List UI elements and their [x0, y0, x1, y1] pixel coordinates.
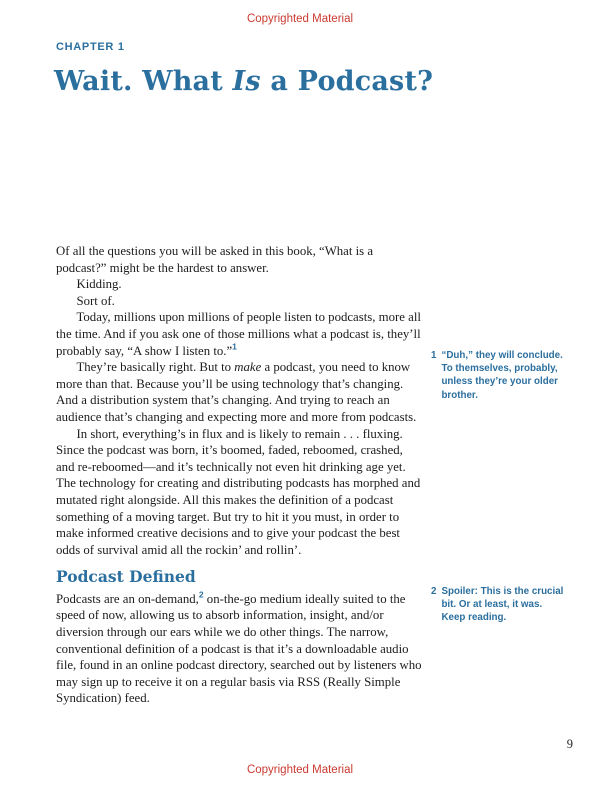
body-paragraph: In short, everything’s in flux and is likely to remain . . . fluxing. Since the podcast was born, it’s boomed, faded, reboomed, crashed, and re-reboomed—and it’s technically not even hit drinking age yet. The technology for creating and distributing podcasts has morphed and mutated right alongside. All this makes the definition of a podcast something of a moving target. But try to hit it you must, in order to make informed creative decisions and to give your podcast the best odds of survival amid all the rockin’ and rollin’.: [56, 426, 421, 557]
chapter-label: CHAPTER 1: [56, 41, 125, 53]
body-paragraph: Today, millions upon millions of people listen to podcasts, more all the time. And if you ask one of those millions what a podcast is, they’ll probably say, “A show I listen to.”$^1$: [56, 310, 421, 358]
body-text-column: [56, 243, 423, 707]
margin-note-text: Spoiler: This is the crucial bit. Or at least, it was. Keep reading.: [441, 586, 564, 624]
body-paragraph: Podcasts are an on-demand,$^2$ on-the-go medium ideally suited to the speed of now, allowing us to absorb information, insight, and/or diversion through our ears while we do other things. The narrow, conventional definition of a podcast is that it’s a downloadable audio file, found in an online podcast directory, searched out by listeners who may sign up to receive it on a regular basis via RSS (Really Simple Syndication) feed.: [56, 589, 422, 706]
body-paragraph: They’re basically right. But to make a podcast, you need to know more than that. Because you’ll be using technology that’s changing. And a distribution system that’s changing. And trying to reach an audience that’s changing and expecting more and more from podcasts.: [56, 360, 417, 424]
margin-note-2: [431, 585, 567, 625]
margin-note-number: 1: [431, 350, 437, 361]
body-paragraph: Sort of.: [76, 293, 115, 308]
copyright-notice-bottom: Copyrighted Material: [246, 764, 354, 776]
copyright-notice-top: Copyrighted Material: [246, 13, 354, 25]
page-number: 9: [566, 737, 573, 751]
margin-note-number: 2: [431, 586, 437, 597]
section-heading: Podcast Defined: [56, 567, 196, 587]
margin-note-text: “Duh,” they will conclude. To themselves, probably, unless they’re your older brother.: [441, 350, 563, 401]
margin-note-1: [431, 349, 567, 402]
body-paragraph: Of all the questions you will be asked in this book, “What is a podcast?” might be the hardest to answer.: [56, 244, 374, 275]
page-title: Wait. What Is a Podcast?: [54, 66, 434, 97]
body-paragraph: Kidding.: [76, 277, 122, 292]
